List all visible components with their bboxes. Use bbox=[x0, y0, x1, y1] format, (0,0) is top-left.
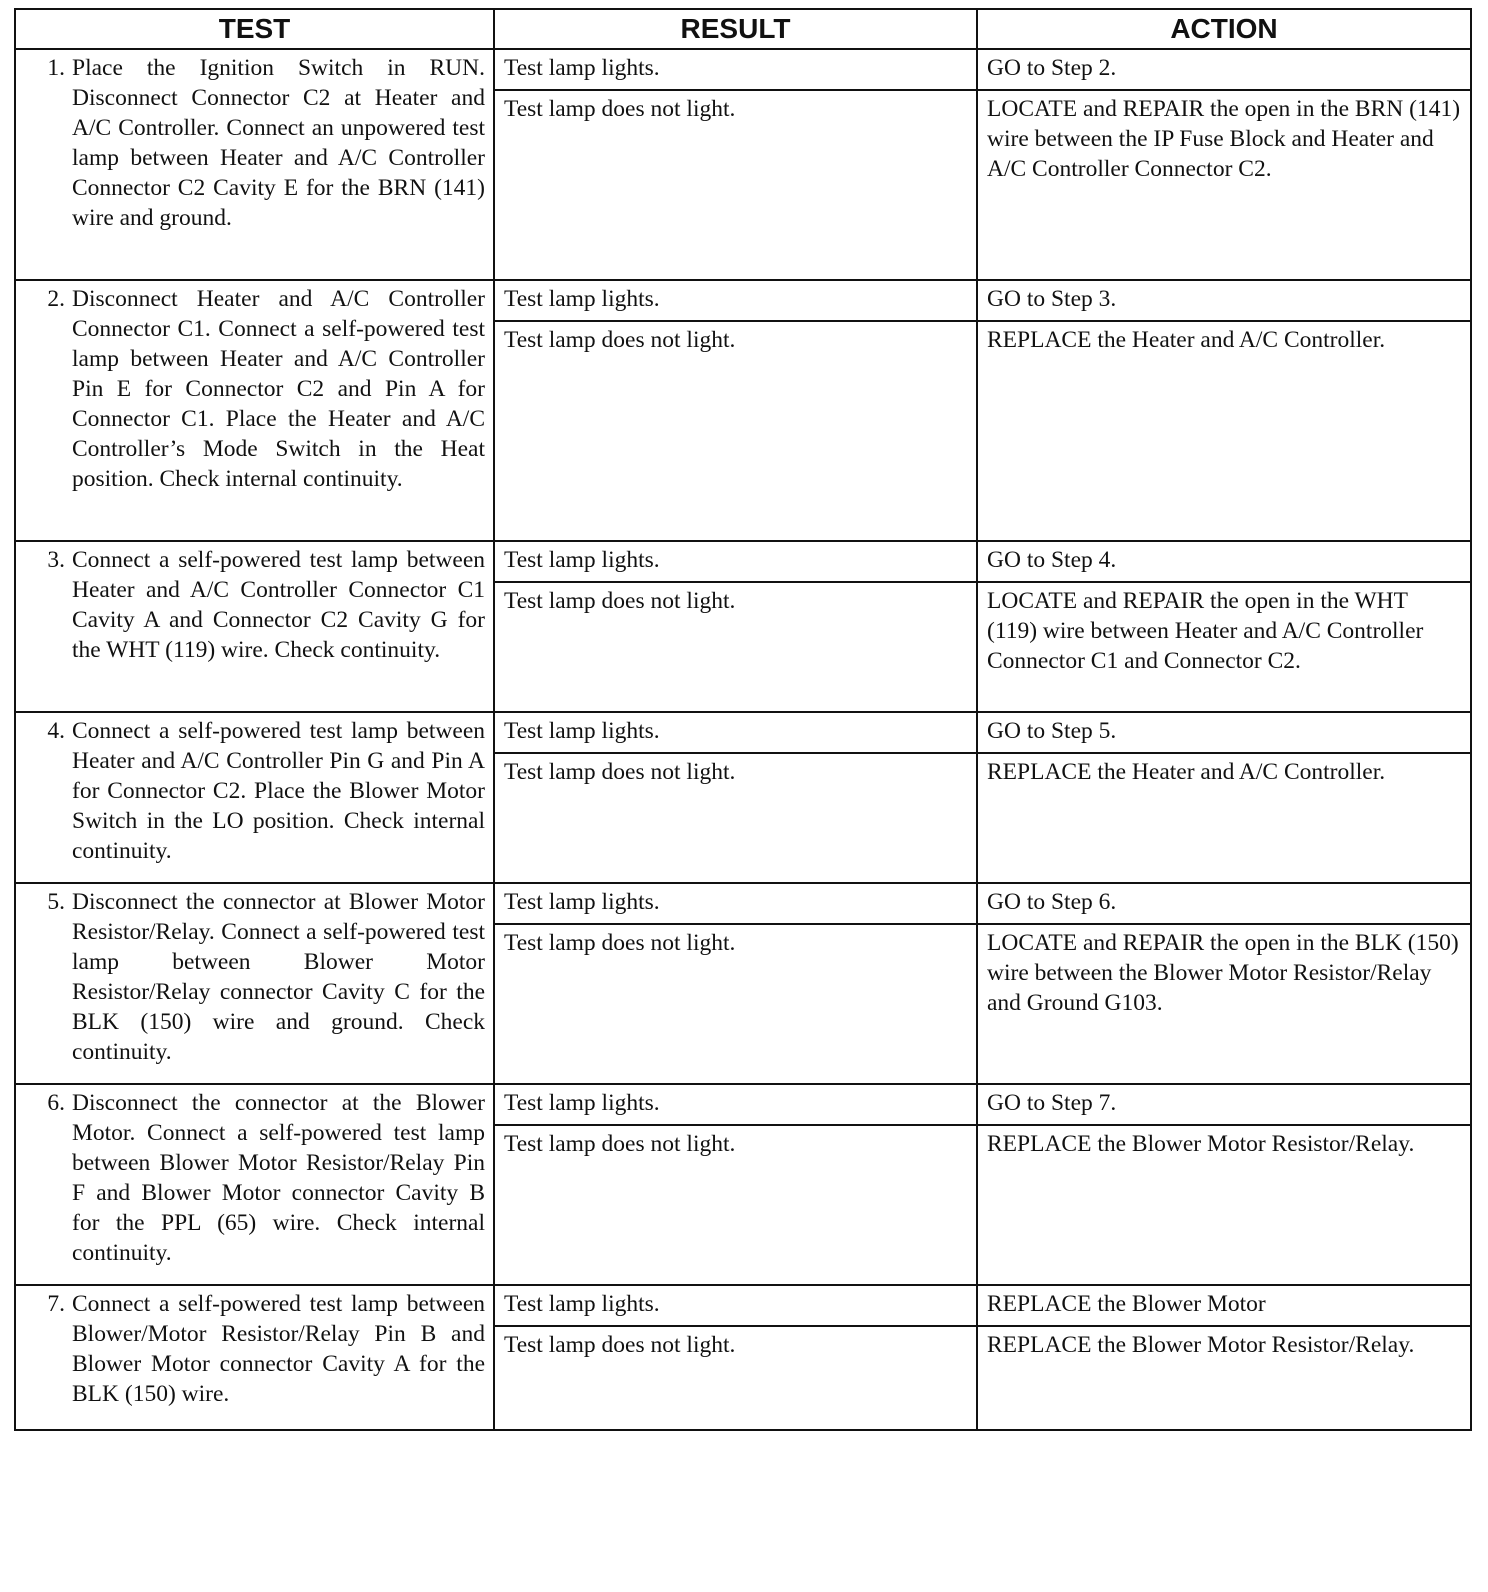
header-result: RESULT bbox=[494, 9, 977, 49]
action-cell: REPLACE the Blower Motor bbox=[977, 1285, 1471, 1326]
result-cell: Test lamp does not light. bbox=[494, 582, 977, 712]
test-text: Connect a self-powered test lamp between Blower/Motor Resistor/Relay Pin B and Blower Motor connector Cavity A for the BLK (150) wire. bbox=[72, 1291, 485, 1407]
action-cell: GO to Step 4. bbox=[977, 541, 1471, 582]
result-cell: Test lamp does not light. bbox=[494, 924, 977, 1084]
action-cell: GO to Step 5. bbox=[977, 712, 1471, 753]
step-number: 6. bbox=[47, 1090, 65, 1116]
step-number: 2. bbox=[47, 286, 65, 312]
header-row bbox=[15, 9, 1471, 49]
test-text: Place the Ignition Switch in RUN. Disconnect Connector C2 at Heater and A/C Controller. Connect an unpowered test lamp between Heater and A/C Controller Connector C2 Cavity E for the BRN (141) wire and ground. bbox=[72, 55, 485, 231]
action-cell: REPLACE the Heater and A/C Controller. bbox=[977, 753, 1471, 883]
table-row bbox=[15, 1084, 1471, 1125]
test-cell bbox=[15, 280, 494, 541]
test-text: Disconnect Heater and A/C Controller Connector C1. Connect a self-powered test lamp between Heater and A/C Controller Pin E for Connector C2 and Pin A for Connector C1. Place the Heater and A/C Controller’s Mode Switch in the Heat position. Check internal continuity. bbox=[72, 286, 485, 492]
test-cell bbox=[15, 541, 494, 712]
result-cell: Test lamp does not light. bbox=[494, 1326, 977, 1430]
result-cell: Test lamp lights. bbox=[494, 1084, 977, 1125]
step-number: 3. bbox=[47, 547, 65, 573]
test-cell bbox=[15, 712, 494, 883]
header-test: TEST bbox=[15, 9, 494, 49]
test-text: Connect a self-powered test lamp between Heater and A/C Controller Pin G and Pin A for Connector C2. Place the Blower Motor Switch in the LO position. Check internal continuity. bbox=[72, 718, 485, 864]
action-cell: GO to Step 2. bbox=[977, 49, 1471, 90]
header-action: ACTION bbox=[977, 9, 1471, 49]
action-cell: GO to Step 6. bbox=[977, 883, 1471, 924]
result-cell: Test lamp does not light. bbox=[494, 1125, 977, 1285]
result-cell: Test lamp does not light. bbox=[494, 321, 977, 541]
step-number: 1. bbox=[47, 55, 65, 81]
table-row bbox=[15, 883, 1471, 924]
action-cell: REPLACE the Blower Motor Resistor/Relay. bbox=[977, 1326, 1471, 1430]
result-cell: Test lamp lights. bbox=[494, 883, 977, 924]
table-row bbox=[15, 49, 1471, 90]
result-cell: Test lamp does not light. bbox=[494, 90, 977, 280]
result-cell: Test lamp lights. bbox=[494, 280, 977, 321]
diagnostic-table bbox=[14, 8, 1472, 1431]
table-row bbox=[15, 712, 1471, 753]
result-cell: Test lamp lights. bbox=[494, 541, 977, 582]
result-cell: Test lamp does not light. bbox=[494, 753, 977, 883]
step-number: 5. bbox=[47, 889, 65, 915]
action-cell: REPLACE the Heater and A/C Controller. bbox=[977, 321, 1471, 541]
action-cell: GO to Step 7. bbox=[977, 1084, 1471, 1125]
test-cell bbox=[15, 1285, 494, 1430]
action-cell: LOCATE and REPAIR the open in the WHT (119) wire between Heater and A/C Controller Connector C1 and Connector C2. bbox=[977, 582, 1471, 712]
result-cell: Test lamp lights. bbox=[494, 49, 977, 90]
action-cell: LOCATE and REPAIR the open in the BLK (150) wire between the Blower Motor Resistor/Relay and Ground G103. bbox=[977, 924, 1471, 1084]
diagnostic-sheet bbox=[14, 8, 1470, 1431]
test-text: Disconnect the connector at Blower Motor Resistor/Relay. Connect a self-powered test lamp between Blower Motor Resistor/Relay connector Cavity C for the BLK (150) wire and ground. Check continuity. bbox=[72, 889, 485, 1065]
test-text: Connect a self-powered test lamp between Heater and A/C Controller Connector C1 Cavity A and Connector C2 Cavity G for the WHT (119) wire. Check continuity. bbox=[72, 547, 485, 663]
table-row bbox=[15, 1285, 1471, 1326]
action-cell: LOCATE and REPAIR the open in the BRN (141) wire between the IP Fuse Block and Heater and A/C Controller Connector C2. bbox=[977, 90, 1471, 280]
action-cell: GO to Step 3. bbox=[977, 280, 1471, 321]
step-number: 4. bbox=[47, 718, 65, 744]
action-cell: REPLACE the Blower Motor Resistor/Relay. bbox=[977, 1125, 1471, 1285]
table-row bbox=[15, 280, 1471, 321]
test-cell bbox=[15, 883, 494, 1084]
result-cell: Test lamp lights. bbox=[494, 712, 977, 753]
table-row bbox=[15, 541, 1471, 582]
test-cell bbox=[15, 49, 494, 280]
result-cell: Test lamp lights. bbox=[494, 1285, 977, 1326]
test-text: Disconnect the connector at the Blower Motor. Connect a self-powered test lamp between Blower Motor Resistor/Relay Pin F and Blower Motor connector Cavity B for the PPL (65) wire. Check internal continuity. bbox=[72, 1090, 485, 1266]
step-number: 7. bbox=[47, 1291, 65, 1317]
test-cell bbox=[15, 1084, 494, 1285]
